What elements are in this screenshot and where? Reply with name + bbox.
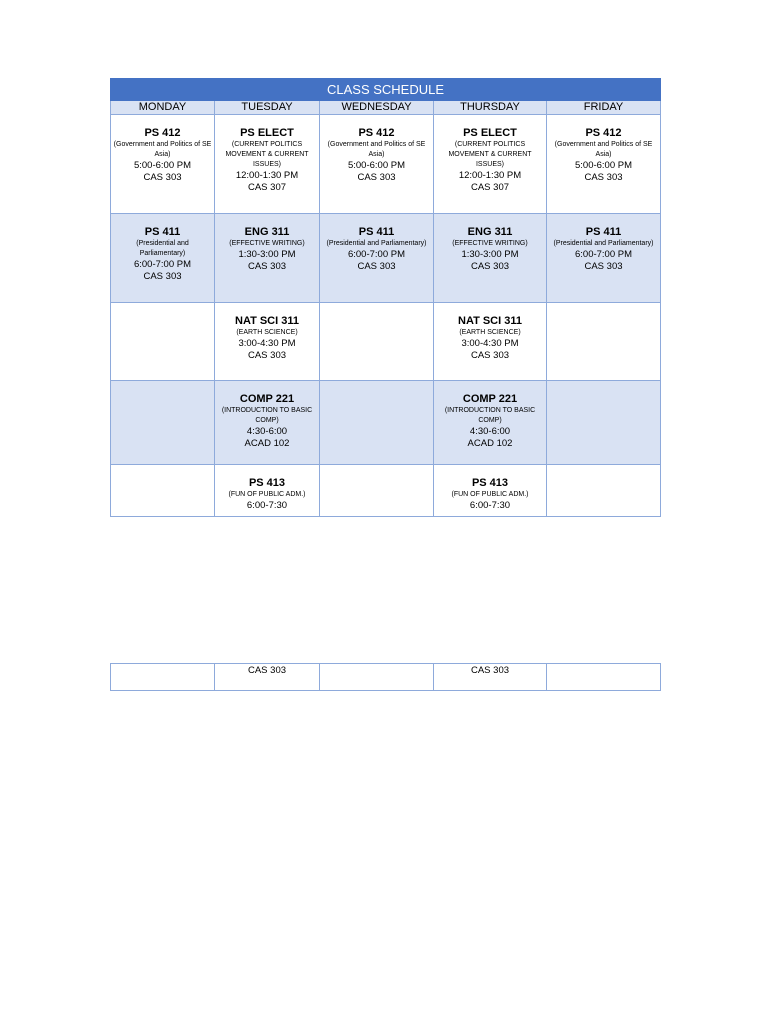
class-cell xyxy=(215,214,320,303)
class-cell xyxy=(434,465,547,517)
day-header-row xyxy=(111,101,661,115)
class-cell xyxy=(111,214,215,303)
class-cell xyxy=(320,214,434,303)
class-room: CAS 307 xyxy=(247,182,287,193)
class-time: 6:00-7:30 xyxy=(469,500,511,511)
class-room: ACAD 102 xyxy=(244,438,290,449)
class-room: CAS 307 xyxy=(470,182,510,193)
empty-cell xyxy=(547,381,661,465)
class-time: 6:00-7:00 PM xyxy=(347,249,406,260)
course-description: (INTRODUCTION TO BASIC COMP) xyxy=(444,407,536,424)
course-description: (INTRODUCTION TO BASIC COMP) xyxy=(221,407,313,424)
empty-cell xyxy=(111,303,215,381)
class-time: 4:30-6:00 xyxy=(246,426,288,437)
course-description: (EARTH SCIENCE) xyxy=(236,329,298,336)
course-description: (CURRENT POLITICS MOVEMENT & CURRENT ISSUES) xyxy=(448,141,532,168)
course-code: ENG 311 xyxy=(467,226,513,238)
class-time: 4:30-6:00 xyxy=(469,426,511,437)
class-cell xyxy=(547,115,661,214)
class-cell xyxy=(434,381,547,465)
title-row xyxy=(111,79,661,101)
class-room: CAS 303 xyxy=(215,664,320,691)
class-room: CAS 303 xyxy=(584,261,623,272)
schedule-row xyxy=(111,465,661,517)
class-cell xyxy=(111,115,215,214)
class-time: 6:00-7:00 PM xyxy=(574,249,633,260)
class-room: CAS 303 xyxy=(247,350,287,361)
course-code: PS 412 xyxy=(585,127,622,139)
course-code: ENG 311 xyxy=(244,226,290,238)
empty-cell xyxy=(547,664,661,691)
course-code: PS ELECT xyxy=(240,127,294,139)
class-room: CAS 303 xyxy=(143,271,182,282)
day-header-friday: FRIDAY xyxy=(547,101,661,115)
class-cell xyxy=(547,214,661,303)
class-room: CAS 303 xyxy=(470,350,510,361)
course-code: COMP 221 xyxy=(239,393,295,405)
course-description: (Presidential and Parliamentary) xyxy=(326,240,427,247)
schedule-row xyxy=(111,381,661,465)
course-description: (Government and Politics of SE Asia) xyxy=(554,141,653,158)
course-description: (Government and Politics of SE Asia) xyxy=(113,141,212,158)
class-schedule-table xyxy=(110,78,661,517)
class-cell xyxy=(434,115,547,214)
class-time: 6:00-7:30 xyxy=(246,500,288,511)
class-room: CAS 303 xyxy=(247,261,287,272)
class-cell xyxy=(215,303,320,381)
course-code: PS 411 xyxy=(585,226,622,238)
empty-cell xyxy=(111,664,215,691)
class-cell xyxy=(215,465,320,517)
empty-cell xyxy=(320,664,434,691)
class-room: CAS 303 xyxy=(357,261,396,272)
schedule-row xyxy=(111,214,661,303)
schedule-row xyxy=(111,303,661,381)
empty-cell xyxy=(320,465,434,517)
class-room: CAS 303 xyxy=(357,172,396,183)
class-time: 3:00-4:30 PM xyxy=(238,338,296,349)
class-time: 5:00-6:00 PM xyxy=(133,160,192,171)
class-cell xyxy=(215,381,320,465)
class-cell xyxy=(320,115,434,214)
class-cell xyxy=(434,214,547,303)
course-code: PS 412 xyxy=(358,127,395,139)
course-description: (EFFECTIVE WRITING) xyxy=(452,240,528,247)
class-room: CAS 303 xyxy=(584,172,623,183)
empty-cell xyxy=(320,303,434,381)
class-room: CAS 303 xyxy=(470,261,510,272)
empty-cell xyxy=(320,381,434,465)
class-room: CAS 303 xyxy=(434,664,547,691)
course-description: (FUN OF PUBLIC ADM.) xyxy=(451,491,529,498)
course-code: PS 413 xyxy=(471,477,509,489)
course-description: (Presidential and Parliamentary) xyxy=(136,240,189,257)
course-code: NAT SCI 311 xyxy=(235,315,299,327)
course-code: PS 413 xyxy=(248,477,286,489)
class-cell xyxy=(215,115,320,214)
continuation-row xyxy=(111,664,661,691)
class-time: 12:00-1:30 PM xyxy=(235,170,299,181)
empty-cell xyxy=(111,465,215,517)
course-description: (Presidential and Parliamentary) xyxy=(553,240,654,247)
course-description: (CURRENT POLITICS MOVEMENT & CURRENT ISSUES) xyxy=(225,141,309,168)
course-description: (Government and Politics of SE Asia) xyxy=(327,141,426,158)
schedule-continuation-row xyxy=(110,663,661,691)
course-description: (EARTH SCIENCE) xyxy=(459,329,521,336)
course-description: (EFFECTIVE WRITING) xyxy=(229,240,305,247)
class-room: ACAD 102 xyxy=(467,438,513,449)
class-time: 1:30-3:00 PM xyxy=(238,249,296,260)
course-code: PS ELECT xyxy=(463,127,517,139)
class-time: 3:00-4:30 PM xyxy=(461,338,519,349)
day-header-wednesday: WEDNESDAY xyxy=(320,101,434,115)
day-header-tuesday: TUESDAY xyxy=(215,101,320,115)
class-time: 5:00-6:00 PM xyxy=(574,160,633,171)
schedule-row xyxy=(111,115,661,214)
day-header-thursday: THURSDAY xyxy=(434,101,547,115)
empty-cell xyxy=(547,465,661,517)
day-header-monday: MONDAY xyxy=(111,101,215,115)
course-code: PS 412 xyxy=(144,127,181,139)
class-time: 5:00-6:00 PM xyxy=(347,160,406,171)
schedule-title: CLASS SCHEDULE xyxy=(111,79,661,101)
course-description: (FUN OF PUBLIC ADM.) xyxy=(228,491,306,498)
class-room: CAS 303 xyxy=(143,172,182,183)
class-time: 1:30-3:00 PM xyxy=(461,249,519,260)
course-code: NAT SCI 311 xyxy=(458,315,522,327)
class-cell xyxy=(434,303,547,381)
course-code: PS 411 xyxy=(144,226,181,238)
class-time: 6:00-7:00 PM xyxy=(133,259,192,270)
empty-cell xyxy=(111,381,215,465)
course-code: COMP 221 xyxy=(462,393,518,405)
course-code: PS 411 xyxy=(358,226,395,238)
class-time: 12:00-1:30 PM xyxy=(458,170,522,181)
empty-cell xyxy=(547,303,661,381)
